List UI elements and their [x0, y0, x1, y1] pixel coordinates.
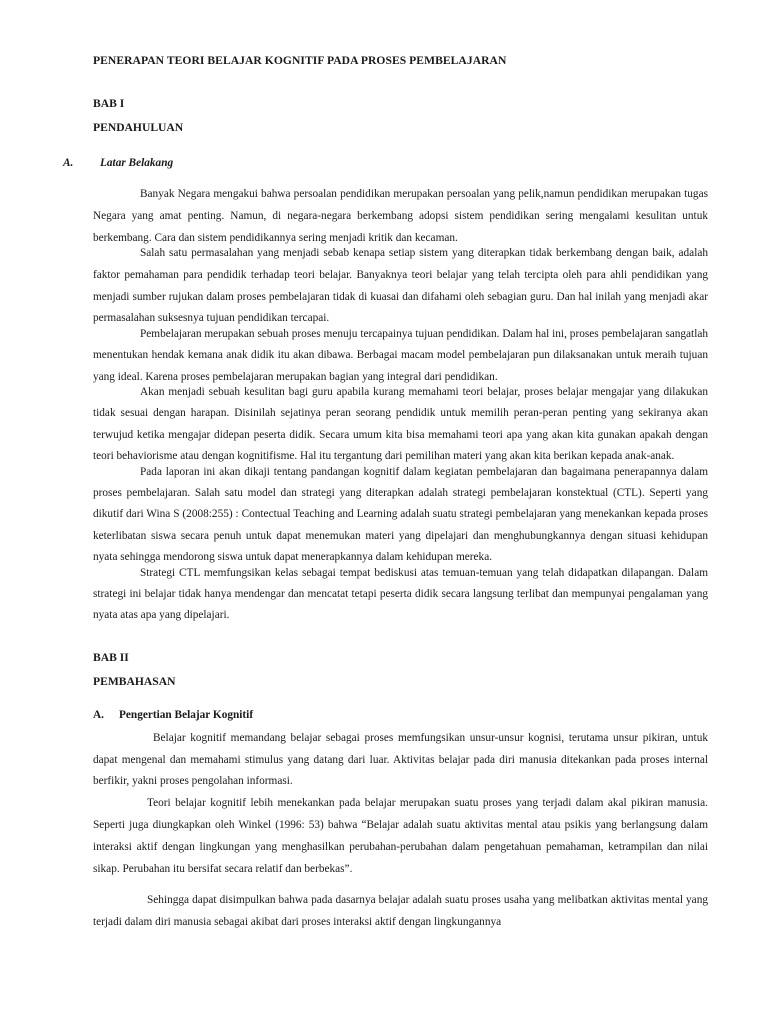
paragraph: Akan menjadi sebuah kesulitan bagi guru apabila kurang memahami teori belajar, proses belajar mengajar yang dilakukan tidak sesuai dengan harapan. Disinilah sejatinya peran seorang pendidik untuk memilih peran-peran penting yang sekiranya akan terwujud ketika mengajar didepan peserta didik. Secara umum kita bisa memahami teori apa yang akan kita gunakan apakah dengan teori behaviorisme atau dengan kognitifisme. Hal itu tergantung dari pemilihan materi yang akan kita berikan kepada anak-anak. [93, 385, 708, 463]
section-heading-pengertian [93, 708, 708, 722]
section-number: A. [63, 157, 74, 169]
chapter-2-title: PEMBAHASAN [93, 674, 176, 688]
chapter-2-label: BAB II [93, 650, 129, 664]
paragraph: Strategi CTL memfungsikan kelas sebagai tempat bediskusi atas temuan-temuan yang telah didapatkan dilapangan. Dalam strategi ini belajar tidak hanya mendengar dan mencatat tetapi peserta didik secara langsung terlibat dan mempunyai pengalaman yang nyata atas apa yang dipelajari. [93, 566, 708, 622]
paragraph: Sehingga dapat disimpulkan bahwa pada dasarnya belajar adalah suatu proses usaha yang melibatkan aktivitas mental yang terjadi dalam diri manusia sebagai akibat dari proses interaksi aktif dengan lingkungannya [93, 894, 708, 929]
document-title: PENERAPAN TEORI BELAJAR KOGNITIF PADA PROSES PEMBELAJARAN [93, 54, 507, 67]
paragraph: Salah satu permasalahan yang menjadi sebab kenapa setiap sistem yang diterapkan tidak berkembang dengan baik, adalah faktor pemahaman para pendidik terhadap teori belajar. Banyaknya teori belajar yang telah tercipta oleh para ahli pendidikan yang menjadi sumber rujukan dalam proses pembelajaran tidak di kuasai dan difahami oleh sebagian guru. Dan hal inilah yang menjadi akar permasalahan suksesnya tujuan pendidikan tercapai. [93, 247, 708, 325]
paragraph: Pembelajaran merupakan sebuah proses menuju tercapainya tujuan pendidikan. Dalam hal ini, proses pembelajaran sangatlah menentukan hendak kemana anak didik itu akan dibawa. Berbagai macam model pembelajaran pun dilaksanakan untuk meraih tujuan yang ideal. Karena proses pembelajaran merupakan bagian yang integral dari pendidikan. [93, 327, 708, 383]
section-heading-latar-belakang [63, 156, 708, 170]
chapter-1-title: PENDAHULUAN [93, 121, 184, 134]
section-title: Pengertian Belajar Kognitif [119, 708, 254, 721]
paragraph: Pada laporan ini akan dikaji tentang pandangan kognitif dalam kegiatan pembelajaran dan bagaimana penerapannya dalam proses pembelajaran. Salah satu model dan strategi yang diterapkan adalah strategi pembelajaran konstektual (CTL). Seperti yang dikutif dari Wina S (2008:255) : Contectual Teaching and Learning adalah suatu strategi pembelajaran yang menekankan kepada proses keterlibatan siswa secara penuh untuk dapat menemukan materi yang dipelajari dan menghubungkannya dengan situasi kehidupan nyata sehingga mendorong siswa untuk dapat menerapkannya dalam kehidupan mereka. [93, 465, 708, 564]
paragraph: Banyak Negara mengakui bahwa persoalan pendidikan merupakan persoalan yang pelik,namun pendidikan merupakan tugas Negara yang amat penting. Namun, di negara-negara berkembang adopsi sistem pendidikan sering mengalami kesulitan untuk berkembang. Cara dan sistem pendidikannya sering menjadi kritik dan kecaman. [93, 188, 708, 244]
chapter-1-label: BAB I [93, 97, 125, 110]
paragraph: Belajar kognitif memandang belajar sebagai proses memfungsikan unsur-unsur kognisi, terutama unsur pikiran, untuk dapat mengenal dan memahami stimulus yang datang dari luar. Aktivitas belajar pada diri manusia ditekankan pada proses internal berfikir, yakni proses pengolahan informasi. [93, 731, 708, 788]
section-number: A. [93, 708, 104, 721]
paragraph: Teori belajar kognitif lebih menekankan pada belajar merupakan suatu proses yang terjadi dalam akal pikiran manusia. Seperti juga diungkapkan oleh Winkel (1996: 53) bahwa “Belajar adalah suatu aktivitas mental atau psikis yang berlangsung dalam interaksi aktif dengan lingkungan yang menghasilkan perubahan-perubahan dalam pengetahuan pemahaman, ketrampilan dan nilai sikap. Perubahan itu bersifat secara relatif dan berbekas”. [93, 797, 708, 875]
section-title: Latar Belakang [100, 157, 174, 169]
